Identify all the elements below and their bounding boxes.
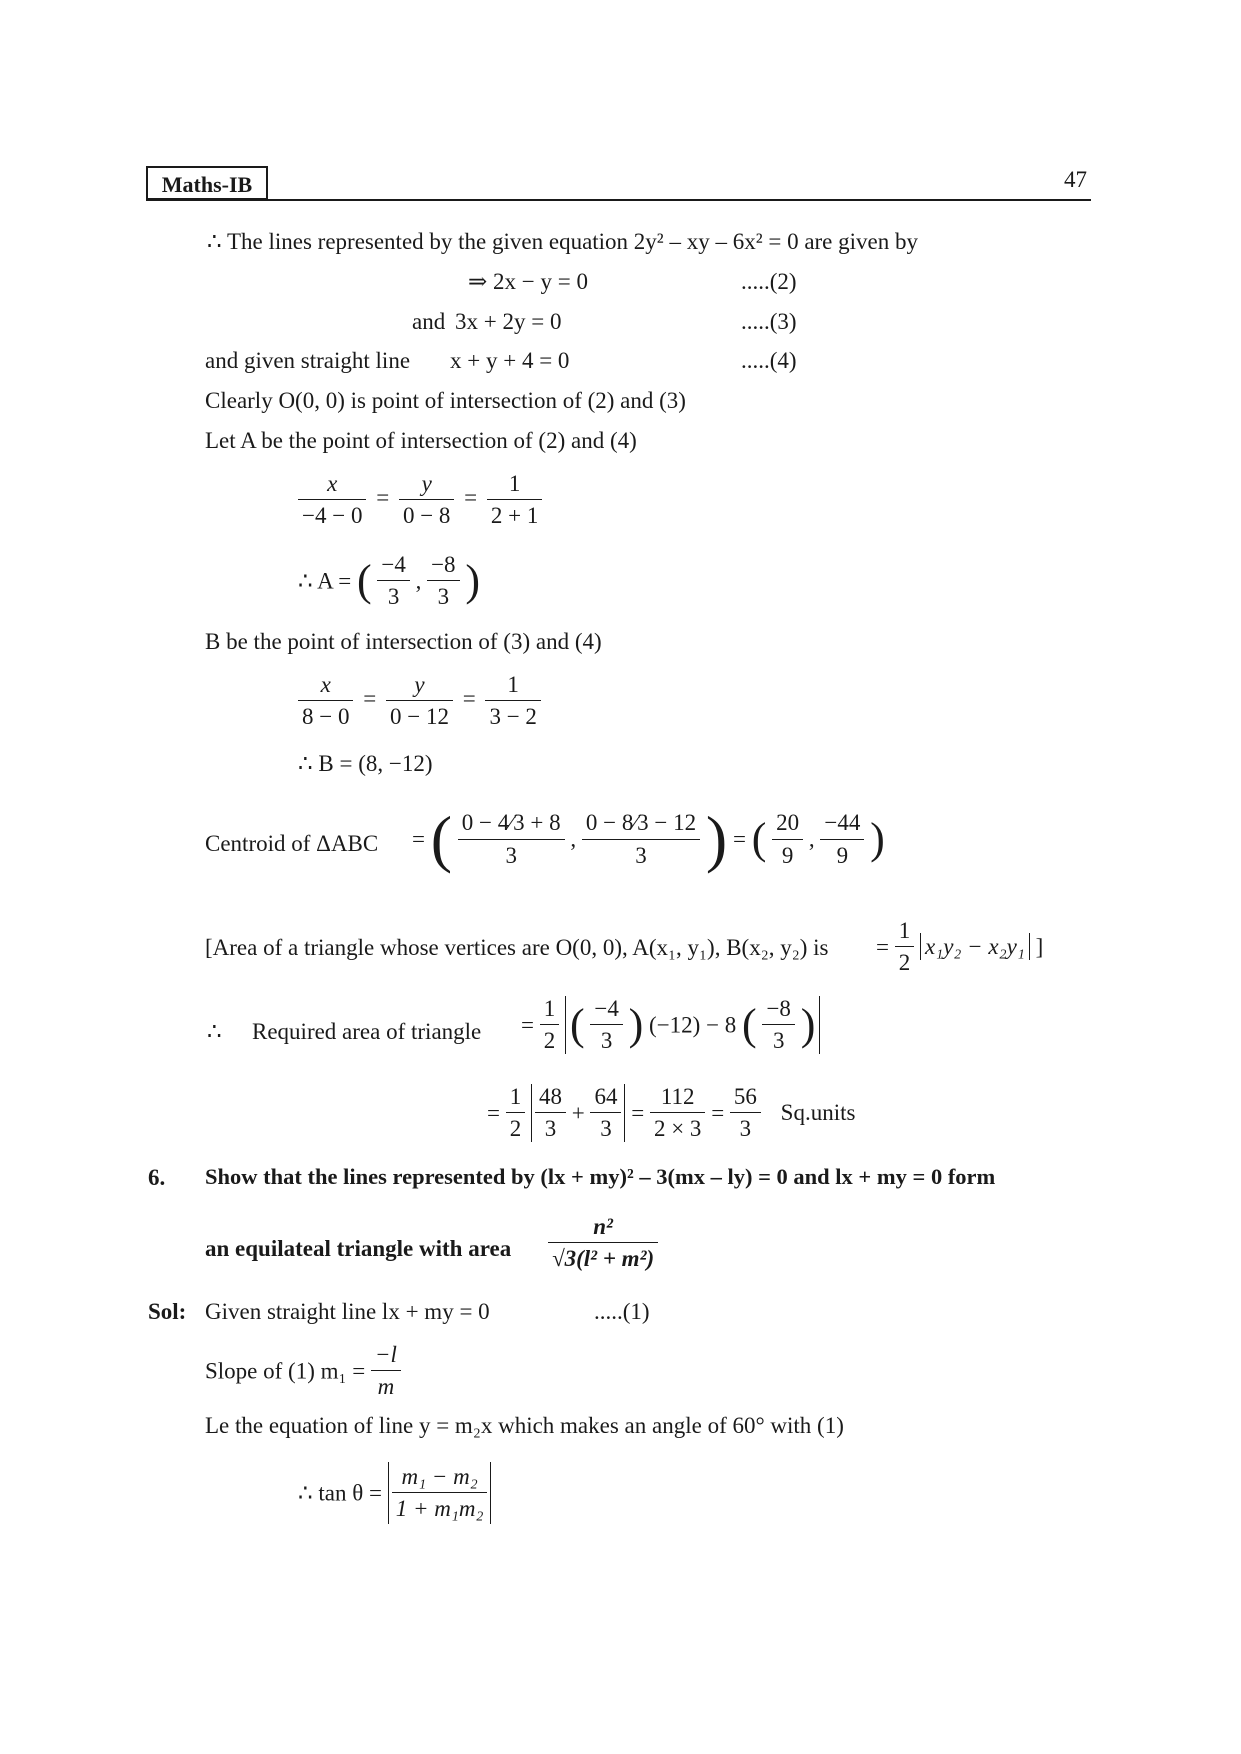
required-area-label: Required area of triangle	[252, 1019, 482, 1044]
point-a-value: ∴ A = ( $\frac{-4}{3}$ , $\frac{-8}{3}$ )	[298, 552, 480, 610]
solution-given-line: Given straight line lx + my = 0	[205, 1299, 490, 1324]
solution-given-ref: .....(1)	[594, 1299, 650, 1324]
fraction-row-a: $\frac{x}{-4 - 0}$ = $\frac{y}{0 - 8}$ = $\frac{1}{2 + 1}$	[298, 471, 542, 529]
centroid-expression: = ( $\frac{0 - 4⁄3 + 8}{3}$ , $\frac{0 - 8⁄3 - 12}{3}$ ) = ( $\frac{20}{9}$ , $\frac{-44}{9}$ )	[412, 803, 885, 874]
tan-theta-expression: ∴ tan θ = $\frac{\text{m₁ − m₂}}{\text{1 + m₁m₂}}$	[298, 1462, 491, 1524]
given-line-label: and given straight line	[205, 348, 411, 373]
and-label: and	[412, 309, 446, 334]
area-formula: = $\frac{1}{2}$ x₁y₂ − x₂y₁ ]	[876, 918, 1044, 976]
area-result-expression: = $\frac{1}{2}$ $\frac{48}{3}$ + $\frac{64}{3}$ = $\frac{112}{2 \times 3}$ = $\frac{56}{3}$ Sq.units	[487, 1084, 856, 1142]
equation-4-ref: .....(4)	[741, 348, 797, 373]
slope-expression: Slope of (1) m₁ = $\frac{-l}{m}$	[205, 1342, 401, 1400]
point-b-value: ∴ B = (8, −12)	[298, 751, 433, 776]
solution-label: Sol:	[148, 1299, 187, 1324]
text-line-origin: Clearly O(0, 0) is point of intersection of (2) and (3)	[205, 388, 686, 413]
equation-3-ref: .....(3)	[741, 309, 797, 334]
question-area-fraction: $\frac{\text{n²}}{\text{√3(l² + m²)}}$	[548, 1214, 658, 1272]
angle-line-text: Le the equation of line y = m₂x which makes an angle of 60° with (1)	[205, 1413, 844, 1438]
header-rule	[146, 199, 1091, 201]
equation-4: x + y + 4 = 0	[450, 348, 570, 373]
equation-3: 3x + 2y = 0	[455, 309, 562, 334]
therefore-symbol: ∴	[207, 1019, 222, 1044]
text-line-point-a: Let A be the point of intersection of (2) and (4)	[205, 428, 637, 453]
area-note: [Area of a triangle whose vertices are O(0, 0), A(x₁, y₁), B(x₂, y₂) is	[205, 935, 829, 960]
header-box-label: Maths-IB	[146, 166, 268, 200]
question-number: 6.	[148, 1165, 166, 1190]
text-line-point-b: B be the point of intersection of (3) and (4)	[205, 629, 602, 654]
required-area-expression: = $\frac{1}{2}$ ( $\frac{-4}{3}$ ) (−12) − 8 ( $\frac{-8}{3}$ )	[521, 996, 820, 1054]
fraction-row-b: $\frac{x}{8 - 0}$ = $\frac{y}{0 - 12}$ = $\frac{1}{3 - 2}$	[298, 672, 541, 730]
centroid-label: Centroid of ΔABC	[205, 831, 379, 856]
equation-2-ref: .....(2)	[741, 269, 797, 294]
text-line-1: ∴ The lines represented by the given equation 2y² – xy – 6x² = 0 are given by	[207, 229, 918, 254]
page-number: 47	[1064, 167, 1087, 192]
equation-2: ⇒ 2x − y = 0	[468, 269, 588, 294]
question-text-line-1: Show that the lines represented by (lx + my)² – 3(mx – ly) = 0 and lx + my = 0 form	[205, 1164, 996, 1189]
question-text-line-2: an equilateal triangle with area	[205, 1236, 512, 1261]
